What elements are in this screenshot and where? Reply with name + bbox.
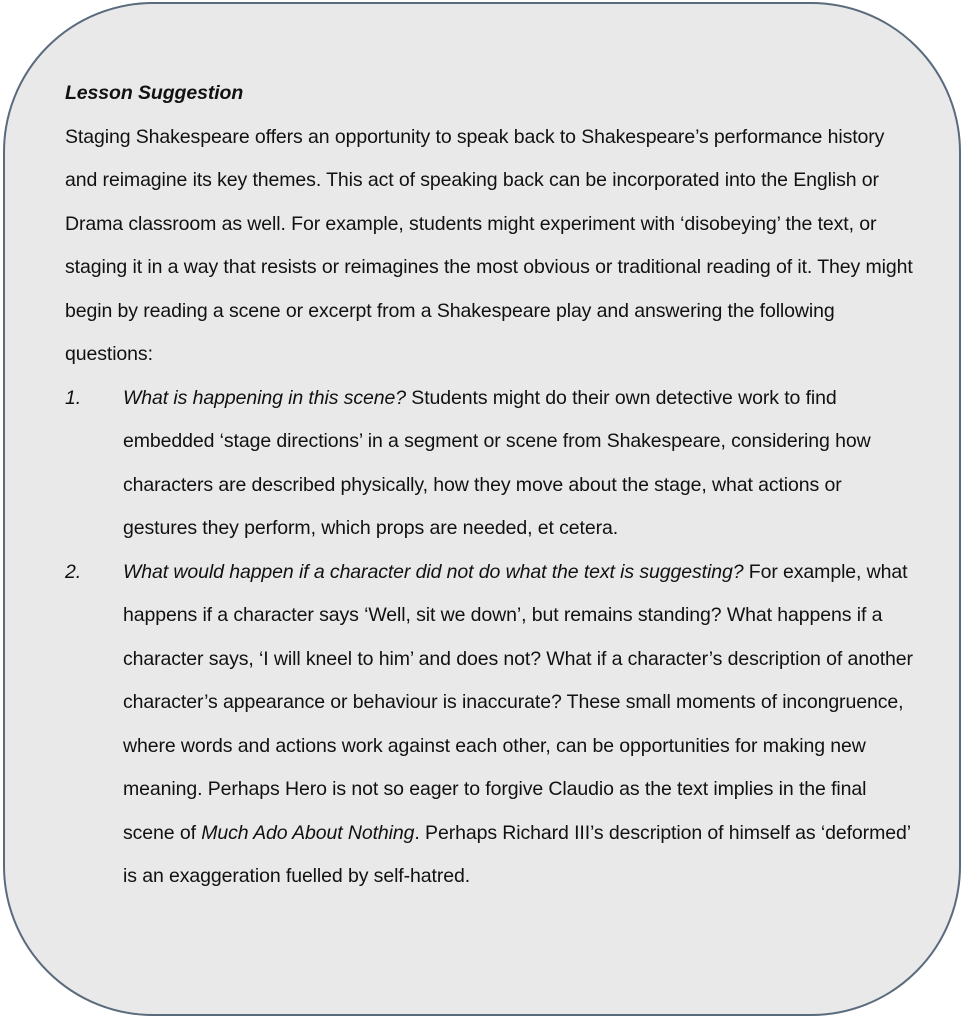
item-body-end: . Perhaps Richard III’s description of himself as ‘deformed’ is an exaggeration fuelled by self-hatred. — [123, 821, 911, 887]
list-number: 2. — [65, 560, 82, 583]
list-item — [65, 551, 915, 899]
question-text: What is happening in this scene? — [123, 386, 406, 409]
question-text: What would happen if a character did not do what the text is suggesting? — [123, 560, 744, 583]
lesson-heading: Lesson Suggestion — [65, 82, 244, 104]
list-number: 1. — [65, 386, 82, 409]
item-body: For example, what happens if a character says ‘Well, sit we down’, but remains standing? What happens if a character says, ‘I will kneel to him’ and does not? What if a character’s description of another character’s appearance or behaviour is inaccurate? These small moments of incongruence, where words and actions work against each other, can be opportunities for making new meaning. Perhaps Hero is not so eager to forgive Claudio as the text implies in the final scene of — [123, 560, 913, 844]
play-title: Much Ado About Nothing — [201, 821, 415, 844]
list-item — [65, 377, 915, 551]
item-body: Students might do their own detective work to find embedded ‘stage directions’ in a segment or scene from Shakespeare, considering how characters are described physically, how they move about the stage, what actions or gestures they perform, which props are needed, et cetera. — [123, 386, 871, 539]
question-list — [65, 377, 915, 899]
intro-paragraph: Staging Shakespeare offers an opportunity to speak back to Shakespeare’s performance history and reimagine its key themes. This act of speaking back can be incorporated into the English or Drama classroom as well. For example, students might experiment with ‘disobeying’ the text, or staging it in a way that resists or reimagines the most obvious or traditional reading of it. They might begin by reading a scene or excerpt from a Shakespeare play and answering the following questions: — [65, 125, 913, 365]
lesson-content — [65, 72, 915, 899]
